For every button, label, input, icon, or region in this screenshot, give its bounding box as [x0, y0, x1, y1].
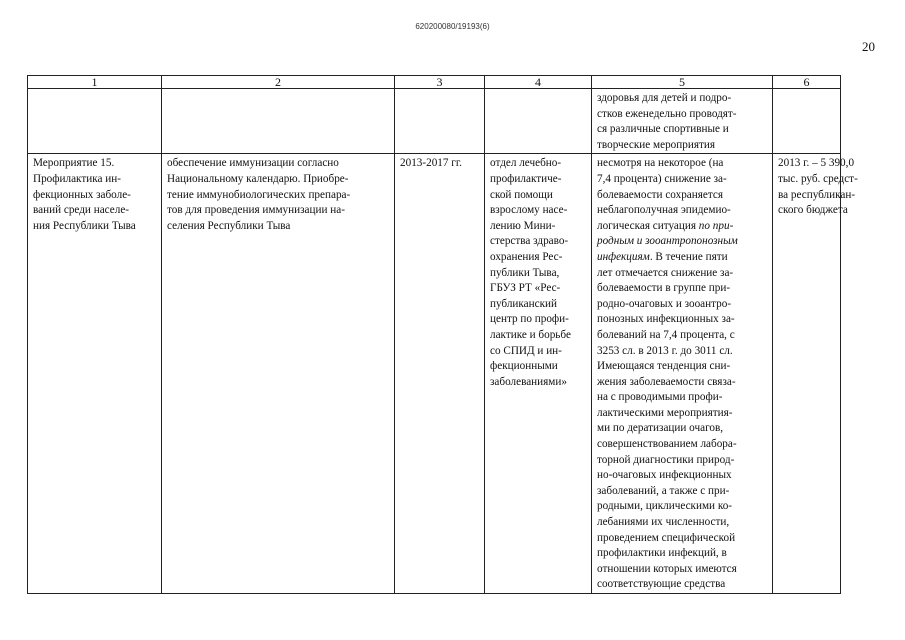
- text-fragment: . В течение пяти: [649, 250, 728, 263]
- column-number-row: [28, 76, 841, 89]
- results-cell: [592, 154, 773, 594]
- text-line: болеваемости в группе при-: [597, 282, 731, 295]
- text-line: фекционных заболе-: [33, 188, 131, 201]
- period-cell: [395, 154, 485, 594]
- text-line: ской помощи: [490, 188, 553, 201]
- text-fragment: логическая ситуация: [597, 219, 699, 232]
- text-line: понозных инфекционных за-: [597, 313, 735, 326]
- text-line: отдел лечебно-: [490, 157, 562, 170]
- text-line: Профилактика ин-: [33, 172, 121, 185]
- text-line: [597, 250, 768, 266]
- cont-cell-2: [162, 89, 395, 154]
- text-line: со СПИД и ин-: [490, 344, 562, 357]
- text-line: публиканский: [490, 297, 558, 310]
- text-line: стков еженедельно проводят-: [597, 107, 737, 120]
- text-line: центр по профи-: [490, 313, 569, 326]
- measures-table: [27, 75, 858, 594]
- text-line: публики Тыва,: [490, 266, 560, 279]
- text-line: на с проводимыми профи-: [597, 391, 723, 404]
- text-line: совершенствованием лабора-: [597, 438, 737, 451]
- text-line: профилактики инфекций, в: [597, 547, 727, 560]
- col-header-4: 4: [485, 76, 592, 89]
- text-line: тение иммунобиологических препара-: [167, 188, 351, 201]
- col-header-6: 6: [773, 76, 841, 89]
- measure-content-cell: [162, 154, 395, 594]
- text-line: [597, 219, 768, 235]
- text-line: стерства здраво-: [490, 235, 569, 248]
- text-line: охранения Рес-: [490, 250, 563, 263]
- cont-cell-4: [485, 89, 592, 154]
- text-line: ГБУЗ РТ «Рес-: [490, 282, 561, 295]
- text-line: лактике и борьбе: [490, 328, 571, 341]
- document-id: 620200080/19193(6): [415, 22, 490, 31]
- text-line: лет отмечается снижение за-: [597, 266, 734, 279]
- text-line: ми по дератизации очагов,: [597, 422, 724, 435]
- cont-cell-1: [28, 89, 162, 154]
- executors-cell: [485, 154, 592, 594]
- text-line: родно-очаговых и зооантро-: [597, 297, 732, 310]
- text-line: неблагополучная эпидемио-: [597, 204, 731, 217]
- text-line: профилактиче-: [490, 172, 562, 185]
- text-line: проведением специфической: [597, 531, 736, 544]
- text-line: жения заболеваемости связа-: [597, 375, 736, 388]
- text-line: селения Республики Тыва: [167, 219, 291, 232]
- cont-cell-3: [395, 89, 485, 154]
- text-line: болеваемости сохраняется: [597, 188, 724, 201]
- text-line: 3253 сл. в 2013 г. до 3011 сл.: [597, 344, 733, 357]
- measure-title-cell: [28, 154, 162, 594]
- text-line: лебаниями их численности,: [597, 516, 730, 529]
- text-line: ся различные спортивные и: [597, 123, 729, 136]
- text-line: заболеваниями»: [490, 375, 567, 388]
- text-line: лению Мини-: [490, 219, 556, 232]
- text-line: Мероприятие 15.: [33, 157, 115, 170]
- text-line: заболеваний, а также с при-: [597, 484, 730, 497]
- page-number: 20: [862, 39, 875, 54]
- cont-cell-6: [773, 89, 841, 154]
- text-line: несмотря на некоторое (на: [597, 157, 724, 170]
- text-line: болеваний на 7,4 процента, с: [597, 328, 735, 341]
- text-line: ваний среди населе-: [33, 204, 130, 217]
- col-header-2: 2: [162, 76, 395, 89]
- text-line: торной диагностики природ-: [597, 453, 735, 466]
- text-line: взрослому насе-: [490, 204, 568, 217]
- text-line: 7,4 процента) снижение за-: [597, 172, 727, 185]
- funding-cell: [773, 154, 858, 594]
- col-header-1: 1: [28, 76, 162, 89]
- text-line: ва республикан-: [778, 188, 856, 201]
- text-line: тыс. руб. средст-: [778, 172, 858, 185]
- text-line: Национальному календарю. Приобре-: [167, 172, 349, 185]
- text-line: ского бюджета: [778, 204, 848, 217]
- text-line: Имеющаяся тенденция сни-: [597, 360, 731, 373]
- text-line: творческие мероприятия: [597, 138, 715, 151]
- text-line: родными, циклическими ко-: [597, 500, 733, 513]
- text-line: фекционными: [490, 360, 558, 373]
- col-header-5: 5: [592, 76, 773, 89]
- text-line: обеспечение иммунизации согласно: [167, 157, 339, 170]
- cont-cell-5: [592, 89, 773, 154]
- col-header-3: 3: [395, 76, 485, 89]
- text-line: ния Республики Тыва: [33, 219, 136, 232]
- italic-line: родным и зооантропонозным: [597, 235, 738, 248]
- text-line: 2013-2017 гг.: [400, 157, 462, 170]
- text-line: здоровья для детей и подро-: [597, 92, 732, 104]
- text-line: соответствующие средства: [597, 578, 726, 591]
- text-line: лактическими мероприятия-: [597, 406, 733, 419]
- text-line: тов для проведения иммунизации на-: [167, 204, 345, 217]
- text-line: но-очаговых инфекционных: [597, 469, 732, 482]
- measure-15-row: [28, 154, 841, 594]
- text-line: 2013 г. – 5 390,0: [778, 157, 855, 170]
- italic-fragment: инфекциям: [597, 250, 650, 263]
- continuation-row: [28, 89, 841, 154]
- italic-fragment: по при-: [698, 219, 734, 232]
- text-line: отношении которых имеются: [597, 562, 737, 575]
